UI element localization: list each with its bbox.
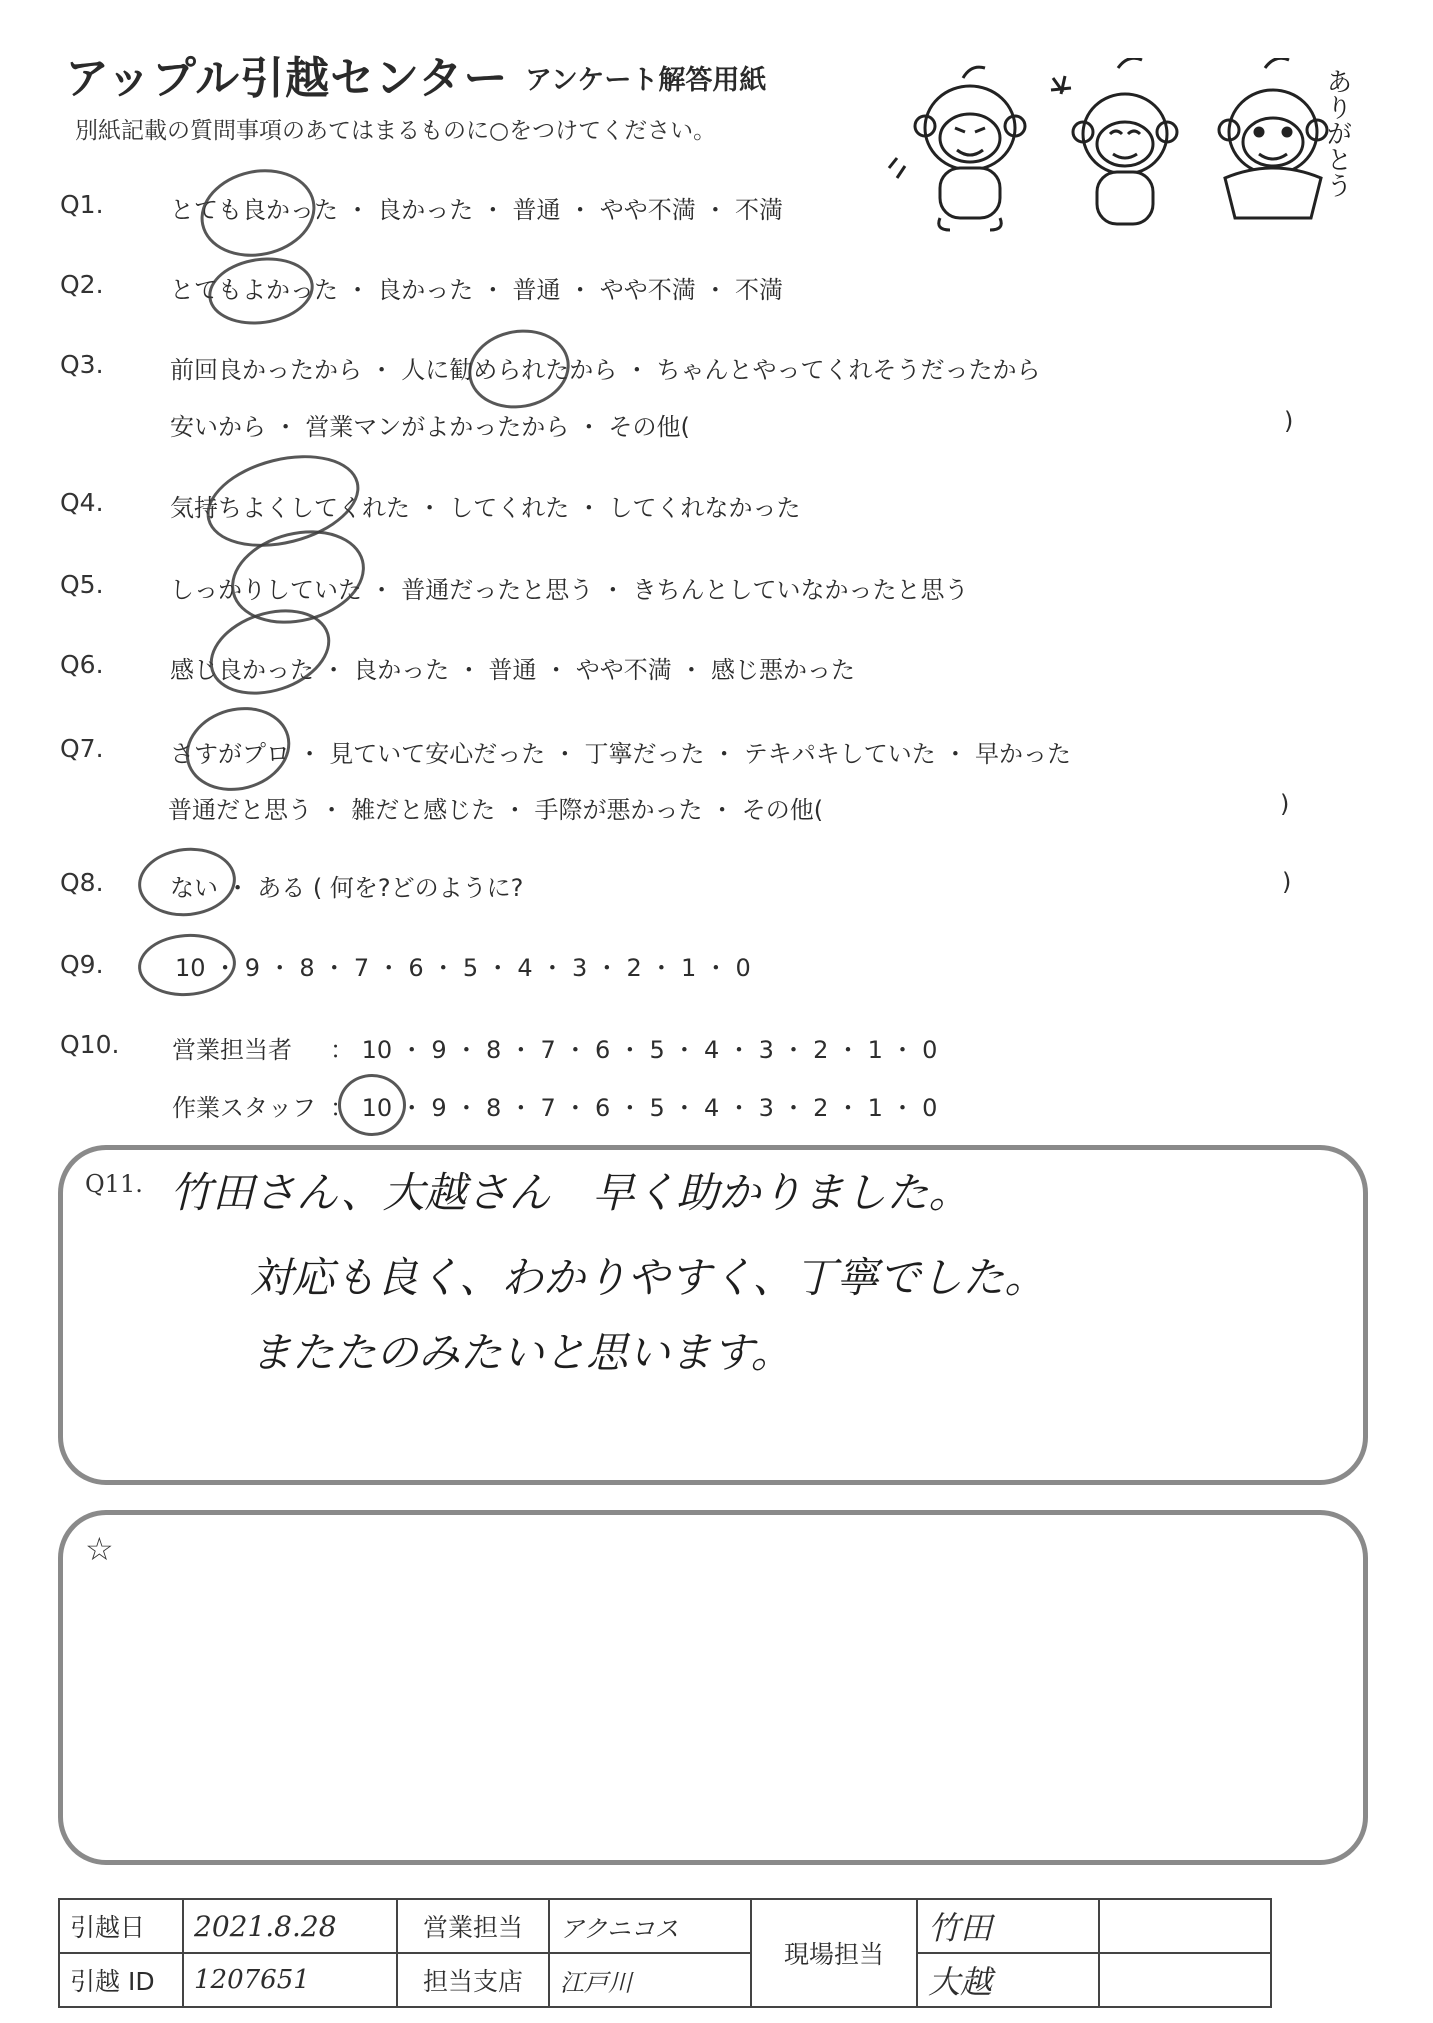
star-comment-box <box>58 1510 1368 1865</box>
q7-number: Q7. <box>60 734 104 763</box>
branch-value: 江戸川 <box>549 1953 751 2007</box>
sales-label: 営業担当 <box>397 1899 549 1953</box>
move-date-label: 引越日 <box>59 1899 183 1953</box>
q9-selection-circle <box>136 931 238 1000</box>
branch-label: 担当支店 <box>397 1953 549 2007</box>
form-subtitle: アンケート解答用紙 <box>525 65 767 96</box>
q10-staff-scale: ： 10 ・ 9 ・ 8 ・ 7 ・ 6 ・ 5 ・ 4 ・ 3 ・ 2 ・ 1 ・ 0 <box>330 1094 938 1122</box>
instructions: 別紙記載の質問事項のあてはまるものに○をつけてください。 <box>75 118 717 144</box>
q2-options: とてもよかった ・ 良かった ・ 普通 ・ やや不満 ・ 不満 <box>170 276 784 304</box>
q3-options-line2: 安いから ・ 営業マンがよかったから ・ その他( <box>170 413 690 441</box>
q8-selection-circle <box>135 843 240 921</box>
q6-number: Q6. <box>60 650 104 679</box>
q3-options-line1: 前回良かったから ・ 人に勧められたから ・ ちゃんとやってくれそうだったから <box>170 356 1041 384</box>
q1-options: とても良かった ・ 良かった ・ 普通 ・ やや不満 ・ 不満 <box>170 196 784 224</box>
q4-options: 気持ちよくしてくれた ・ してくれた ・ してくれなかった <box>170 494 801 522</box>
q10-sales-scale: ： 10 ・ 9 ・ 8 ・ 7 ・ 6 ・ 5 ・ 4 ・ 3 ・ 2 ・ 1 ・ 0 <box>330 1036 938 1064</box>
q10-number: Q10. <box>60 1030 120 1059</box>
q9-scale: 10 ・ 9 ・ 8 ・ 7 ・ 6 ・ 5 ・ 4 ・ 3 ・ 2 ・ 1 ・ 0 <box>175 954 751 982</box>
q10-staff-label: 作業スタッフ <box>172 1094 316 1122</box>
q8-close-paren: ) <box>1282 868 1292 896</box>
q10-sales-label: 営業担当者 <box>172 1036 292 1064</box>
footer-info-table <box>58 1898 1272 2008</box>
q11-label: Q11. <box>85 1170 143 1198</box>
field-staff-extra-1 <box>1099 1899 1271 1953</box>
field-staff-value-1: 竹田 <box>917 1899 1099 1953</box>
q2-selection-circle <box>204 251 318 331</box>
field-staff-label: 現場担当 <box>751 1899 917 2007</box>
q8-options: ない ・ ある ( 何を?どのように? <box>170 874 524 902</box>
move-date-value: 2021.8.28 <box>183 1899 397 1953</box>
q9-number: Q9. <box>60 950 104 979</box>
q10-staff-selection-circle <box>338 1074 406 1136</box>
q1-number: Q1. <box>60 190 104 219</box>
move-id-label: 引越 ID <box>59 1953 183 2007</box>
q7-selection-circle <box>176 696 300 803</box>
q7-options-line2: 普通だと思う ・ 雑だと感じた ・ 手際が悪かった ・ その他( <box>168 796 824 824</box>
arigatou-text: ありがとう <box>1322 68 1352 198</box>
q11-handwritten-line2: 対応も良く、わかりやすく、丁寧でした。 <box>250 1253 1047 1302</box>
q3-selection-circle <box>462 322 576 417</box>
q3-close-paren: ) <box>1284 407 1294 435</box>
q6-options: 感じ良かった ・ 良かった ・ 普通 ・ やや不満 ・ 感じ悪かった <box>170 656 856 684</box>
field-staff-extra-2 <box>1099 1953 1271 2007</box>
q11-handwritten-line3: またたのみたいと思います。 <box>250 1328 793 1377</box>
monkey-mascots-illustration <box>885 58 1355 238</box>
sales-value: アクニコス <box>549 1899 751 1953</box>
company-title: アップル引越センター <box>65 53 509 104</box>
move-id-value: 1207651 <box>183 1953 397 2007</box>
q7-options-line1: さすがプロ ・ 見ていて安心だった ・ 丁寧だった ・ テキパキしていた ・ 早かった <box>170 740 1072 768</box>
q8-number: Q8. <box>60 868 104 897</box>
q5-options: しっかりしていた ・ 普通だったと思う ・ きちんとしていなかったと思う <box>170 576 969 604</box>
q2-number: Q2. <box>60 270 104 299</box>
star-icon: ☆ <box>85 1530 114 1568</box>
field-staff-value-2: 大越 <box>917 1953 1099 2007</box>
q3-number: Q3. <box>60 350 104 379</box>
q1-selection-circle <box>192 159 323 267</box>
q4-number: Q4. <box>60 488 104 517</box>
q11-handwritten-line1: 竹田さん、大越さん 早く助かりました。 <box>170 1168 971 1217</box>
q7-close-paren: ) <box>1280 790 1290 818</box>
q5-number: Q5. <box>60 570 104 599</box>
